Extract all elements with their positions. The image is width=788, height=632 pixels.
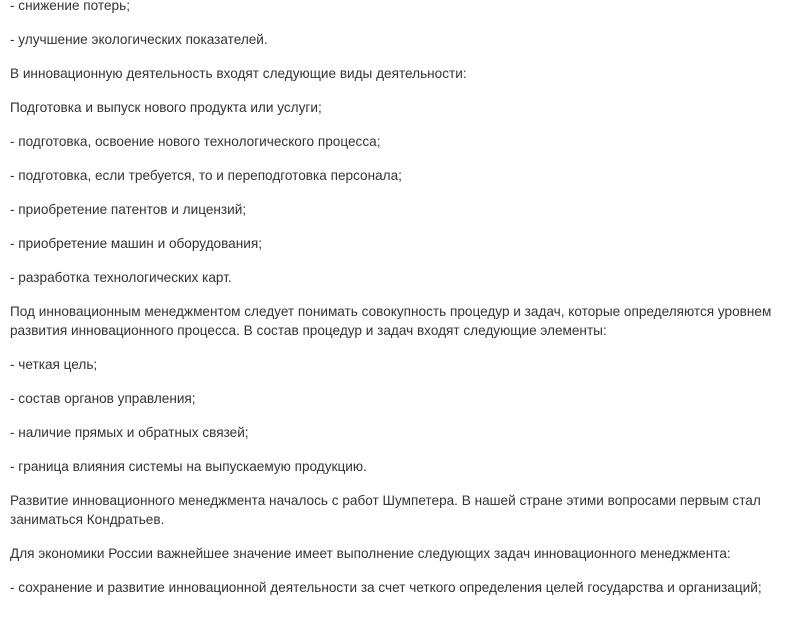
paragraph: Для экономики России важнейшее значение имеет выполнение следующих задач инновационного менеджмента:: [10, 546, 731, 561]
list-item: - разработка технологических карт.: [10, 270, 232, 285]
list-item: - улучшение экологических показателей.: [10, 32, 268, 47]
list-item: - четкая цель;: [10, 357, 98, 372]
list-item: - граница влияния системы на выпускаемую продукцию.: [10, 459, 367, 474]
paragraph: Под инновационным менеджментом следует понимать совокупность процедур и задач, которые определяются уровнем развития инновационного процесса. В состав процедур и задач входят следующие элементы:: [10, 304, 772, 338]
list-item: - сохранение и развитие инновационной деятельности за счет четкого определения целей государства и организаций;: [10, 580, 762, 595]
list-item: - наличие прямых и обратных связей;: [10, 425, 249, 440]
list-item: - снижение потерь;: [10, 0, 130, 13]
list-item: - подготовка, освоение нового технологического процесса;: [10, 134, 381, 149]
paragraph: В инновационную деятельность входят следующие виды деятельности:: [10, 66, 467, 81]
paragraph: Развитие инновационного менеджмента началось с работ Шумпетера. В нашей стране этими вопросами первым стал заниматься Кондратьев.: [10, 493, 761, 527]
paragraph: Подготовка и выпуск нового продукта или услуги;: [10, 100, 322, 115]
list-item: - приобретение машин и оборудования;: [10, 236, 262, 251]
list-item: - состав органов управления;: [10, 391, 196, 406]
list-item: - подготовка, если требуется, то и переподготовка персонала;: [10, 168, 402, 183]
list-item: - приобретение патентов и лицензий;: [10, 202, 247, 217]
